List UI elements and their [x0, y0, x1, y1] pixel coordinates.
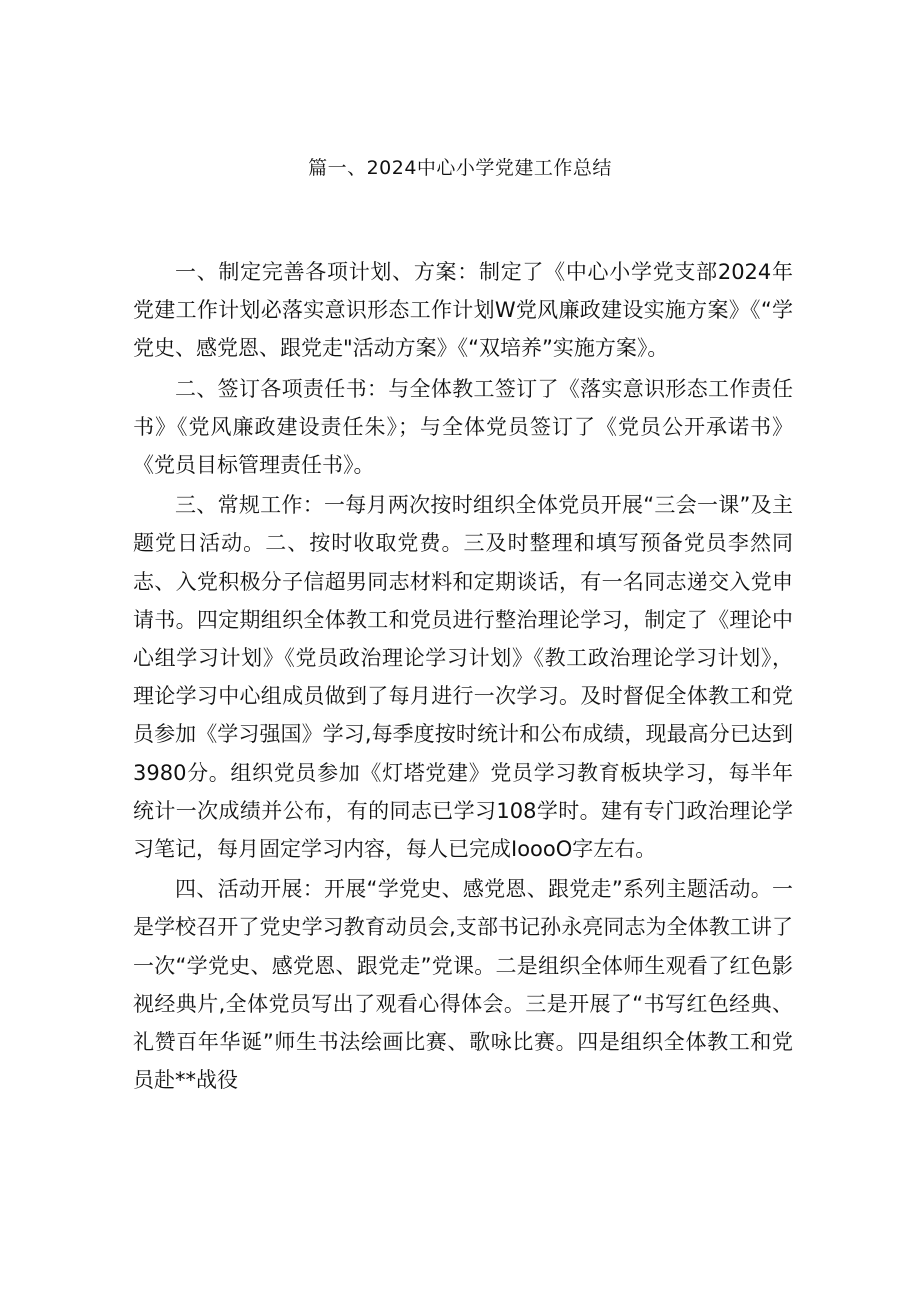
paragraph-activities: 四、活动开展：开展“学党史、感党恩、跟党走”系列主题活动。一是学校召开了党史学习教育动员会,支部书记孙永亮同志为全体教工讲了一次“学党史、感党恩、跟党走”党课。二是组织全体师生观看了红色影视经典片,全体党员写出了观看心得体会。三是开展了“书写红色经典、礼赞百年华诞”师生书法绘画比赛、歌咏比赛。四是组织全体教工和党员赴**战役	[133, 877, 793, 1093]
paragraph-responsibility: 二、签订各项责任书：与全体教工签订了《落实意识形态工作责任书》《党风廉政建设责任朱》；与全体党员签订了《党员公开承诺书》《党员目标管理责任书》。	[133, 376, 793, 478]
paragraph-plans: 一、制定完善各项计划、方案：制定了《中心小学党支部2024年党建工作计划必落实意识形态工作计划W党风廉政建设实施方案》《“学党史、感党恩、跟党走"活动方案》《“双培养”实施方案》。	[133, 260, 793, 361]
document-body	[133, 253, 793, 1101]
paragraph-routine-work: 三、常规工作：一每月两次按时组织全体党员开展“三会一课”及主题党日活动。二、按时收取党费。三及时整理和填写预备党员李然同志、入党积极分子信超男同志材料和定期谈话，有一名同志递交入党申请书。四定期组织全体教工和党员进行整治理论学习，制定了《理论中心组学习计划》《党员政治理论学习计划》《教工政治理论学习计划》，理论学习中心组成员做到了每月进行一次学习。及时督促全体教工和党员参加《学习强国》学习,每季度按时统计和公布成绩，现最高分已达到3980分。组织党员参加《灯塔党建》党员学习教育板块学习，每半年统计一次成绩并公布，有的同志已学习108学时。建有专门政治理论学习笔记，每月固定学习内容，每人已完成IoooO字左右。	[133, 493, 793, 862]
document-title: 篇一、2024中心小学党建工作总结	[308, 157, 612, 179]
